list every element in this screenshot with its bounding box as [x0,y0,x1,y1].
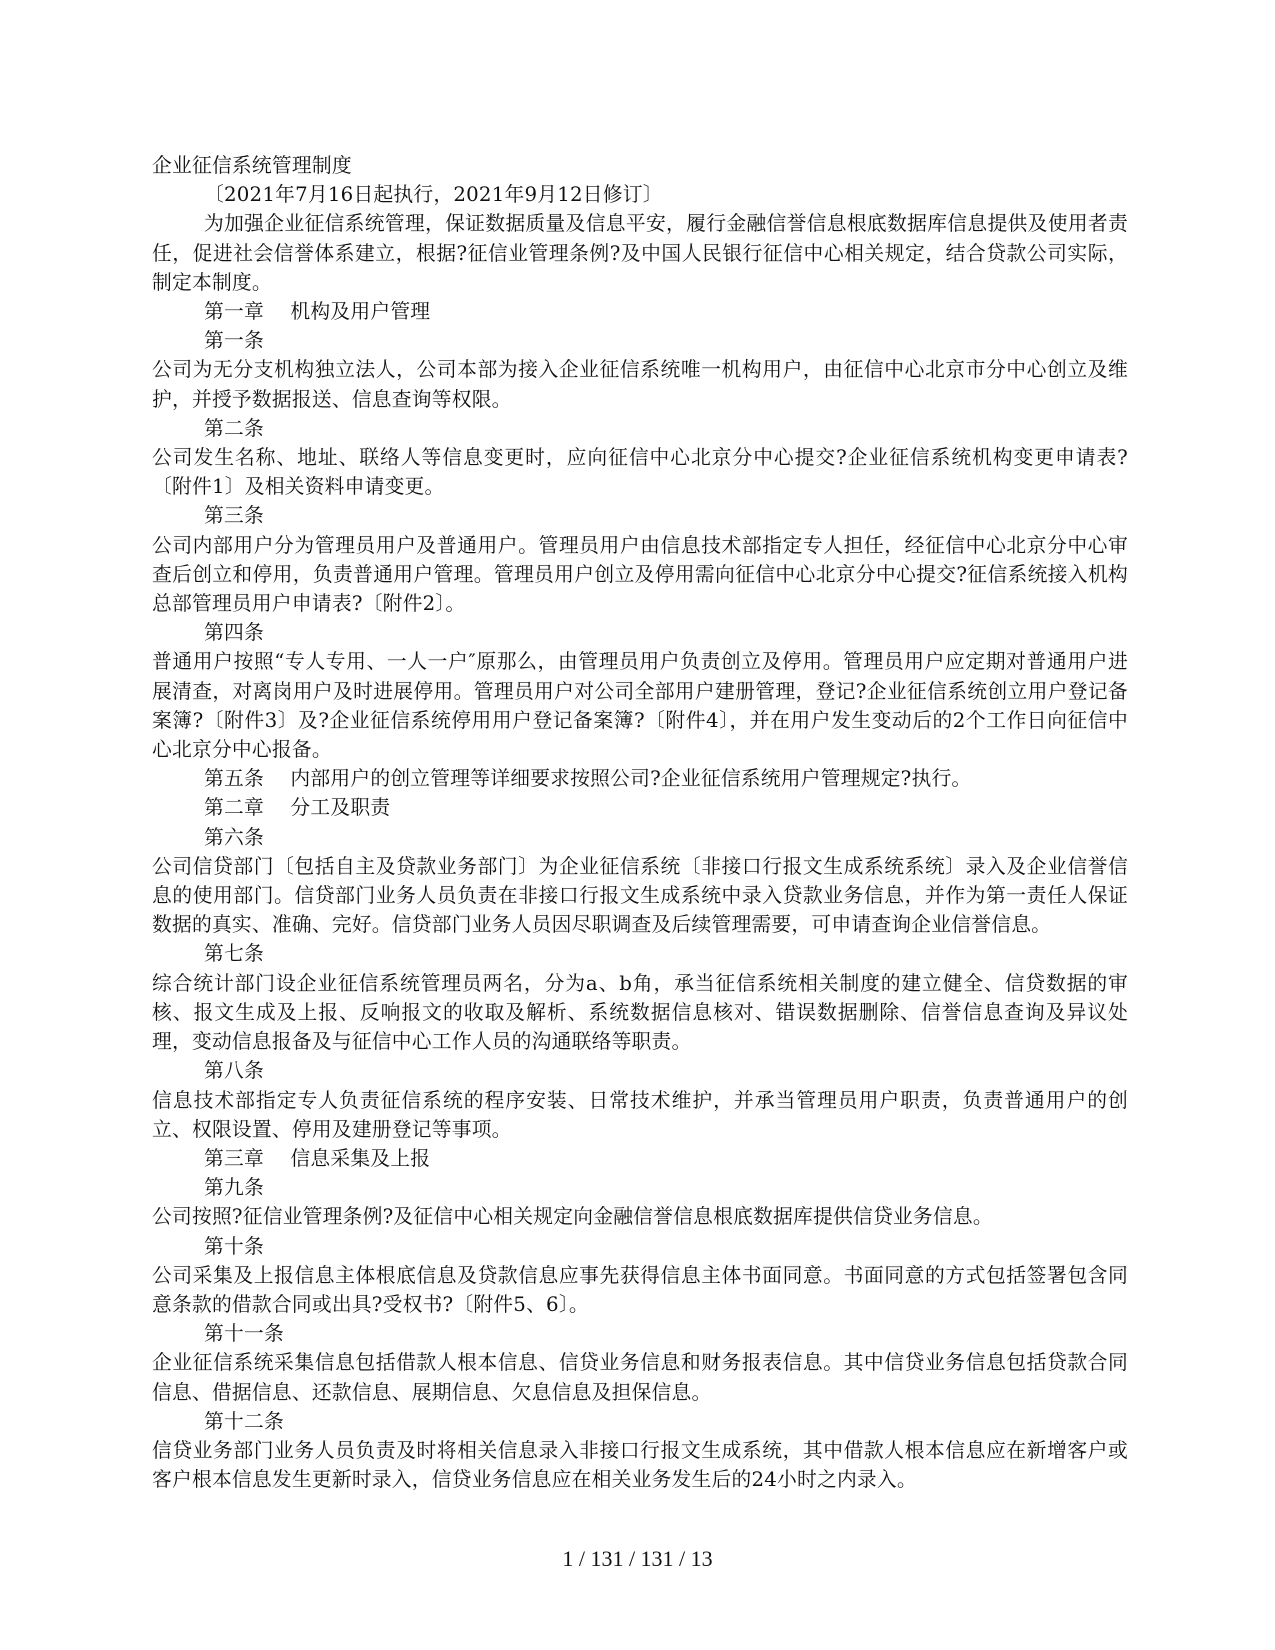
intro-paragraph: 为加强企业征信系统管理，保证数据质量及信息平安，履行金融信誉信息根底数据库信息提供及使用者责任，促进社会信誉体系建立，根据?征信业管理条例?及中国人民银行征信中心相关规定，结合贷款公司实际，制定本制度。 [152,212,1128,294]
document-title: 企业征信系统管理制度 [152,154,352,177]
article-2-title: 第二条 [204,416,264,440]
article-10-title: 第十条 [204,1234,264,1258]
article-9-title: 第九条 [204,1176,264,1200]
document-body [152,151,1128,1494]
article-11-title: 第十一条 [204,1322,284,1346]
chapter-2-heading: 第二章 分工及职责 [204,796,391,820]
effective-date-note: 〔2021年7月16日起执行，2021年9月12日修订〕 [204,183,663,207]
chapter-1-heading: 第一章 机构及用户管理 [204,300,431,324]
article-8-text: 信息技术部指定专人负责征信系统的程序安装、日常技术维护，并承当管理员用户职责，负责普通用户的创立、权限设置、停用及建册登记等事项。 [152,1088,1128,1141]
article-5-line: 第五条 内部用户的创立管理等详细要求按照公司?企业征信系统用户管理规定?执行。 [204,767,972,791]
article-7-text: 综合统计部门设企业征信系统管理员两名，分为a、b角，承当征信系统相关制度的建立健全、信贷数据的审核、报文生成及上报、反响报文的收取及解析、系统数据信息核对、错误数据删除、信誉信息查询及异议处理，变动信息报备及与征信中心工作人员的沟通联络等职责。 [152,971,1128,1054]
article-12-title: 第十二条 [204,1409,284,1433]
article-6-title: 第六条 [204,825,264,849]
article-10-text: 公司采集及上报信息主体根底信息及贷款信息应事先获得信息主体书面同意。书面同意的方式包括签署包含同意条款的借款合同或出具?受权书?〔附件5、6〕。 [152,1263,1128,1316]
article-3-title: 第三条 [204,504,264,528]
article-11-text: 企业征信系统采集信息包括借款人根本信息、信贷业务信息和财务报表信息。其中信贷业务信息包括贷款合同信息、借据信息、还款信息、展期信息、欠息信息及担保信息。 [152,1351,1128,1404]
article-3-text: 公司内部用户分为管理员用户及普通用户。管理员用户由信息技术部指定专人担任，经征信中心北京分中心审查后创立和停用，负责普通用户管理。管理员用户创立及停用需向征信中心北京分中心提交?征信系统接入机构总部管理员用户申请表?〔附件2〕。 [152,533,1128,616]
article-1-title: 第一条 [204,329,264,353]
article-4-title: 第四条 [204,621,264,645]
article-9-text: 公司按照?征信业管理条例?及征信中心相关规定向金融信誉信息根底数据库提供信贷业务信息。 [152,1205,993,1229]
chapter-3-heading: 第三章 信息采集及上报 [204,1146,431,1170]
article-1-text: 公司为无分支机构独立法人，公司本部为接入企业征信系统唯一机构用户，由征信中心北京市分中心创立及维护，并授予数据报送、信息查询等权限。 [152,358,1128,411]
article-2-text: 公司发生名称、地址、联络人等信息变更时，应向征信中心北京分中心提交?企业征信系统机构变更申请表?〔附件1〕及相关资料申请变更。 [152,446,1128,499]
article-8-title: 第八条 [204,1059,264,1083]
article-12-text: 信贷业务部门业务人员负责及时将相关信息录入非接口行报文生成系统，其中借款人根本信息应在新增客户或客户根本信息发生更新时录入，信贷业务信息应在相关业务发生后的24小时之内录入。 [152,1438,1128,1492]
article-6-text: 公司信贷部门〔包括自主及贷款业务部门〕为企业征信系统〔非接口行报文生成系统系统〕录入及企业信誉信息的使用部门。信贷部门业务人员负责在非接口行报文生成系统中录入贷款业务信息，并作为第一责任人保证数据的真实、准确、完好。信贷部门业务人员因尽职调查及后续管理需要，可申请查询企业信誉信息。 [152,854,1128,937]
article-7-title: 第七条 [204,942,264,966]
page-number: 1 / 131 / 131 / 13 [562,1546,713,1571]
article-4-text: 普通用户按照“专人专用、一人一户″原那么，由管理员用户负责创立及停用。管理员用户应定期对普通用户进展清查，对离岗用户及时进展停用。管理员用户对公司全部用户建册管理，登记?企业征信系统创立用户登记备案簿?〔附件3〕及?企业征信系统停用用户登记备案簿?〔附件4〕，并在用户发生变动后的2个工作日向征信中心北京分中心报备。 [152,650,1128,762]
